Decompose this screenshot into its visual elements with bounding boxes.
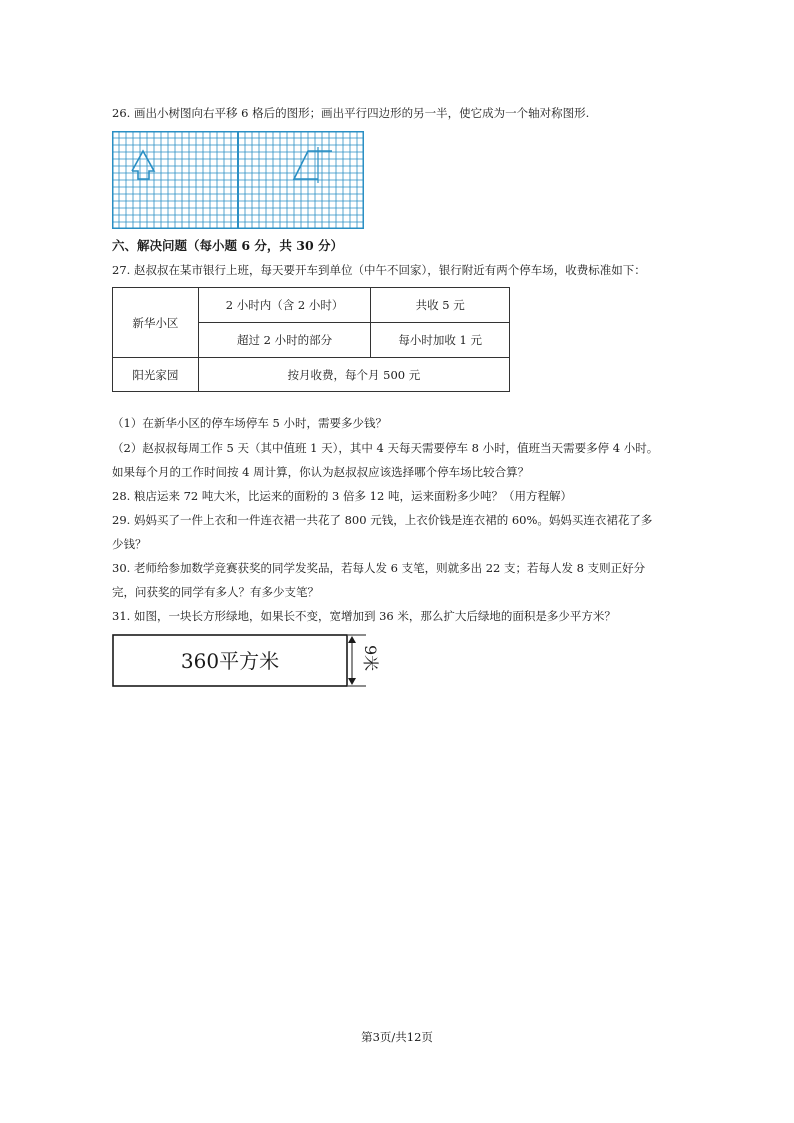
question-30-line1: 30. 老师给参加数学竞赛获奖的同学发奖品，若每人发 6 支笔，则就多出 22 支；若每人发 8 支则正好分 [112, 561, 646, 575]
section-6-title: 六、解决问题（每小题 6 分，共 30 分） [112, 238, 344, 253]
area-label: 360平方米 [180, 649, 280, 673]
lot-xinhua-fee-2: 每小时加收 1 元 [371, 323, 510, 358]
lot-xinhua-time-1: 2 小时内（含 2 小时） [198, 288, 371, 323]
lot-yangguang-name: 阳光家园 [113, 358, 199, 392]
width-label: 9米 [361, 645, 380, 672]
lot-xinhua-name: 新华小区 [113, 288, 199, 358]
question-31-text: 31. 如图，一块长方形绿地，如果长不变，宽增加到 36 米，那么扩大后绿地的面积是多少平方米？ [112, 609, 616, 623]
arrow-up-icon [348, 636, 356, 643]
translation-grid-figure [112, 131, 364, 229]
green-rectangle-figure [112, 634, 392, 690]
lot-xinhua-time-2: 超过 2 小时的部分 [198, 323, 371, 358]
arrow-down-icon [348, 678, 356, 685]
question-27-sub1: （1）在新华小区的停车场停车 5 小时，需要多少钱？ [112, 416, 387, 430]
page-footer: 第3页/共12页 [361, 1030, 433, 1044]
question-27-sub2-line2: 如果每个月的工作时间按 4 周计算，你认为赵叔叔应该选择哪个停车场比较合算？ [112, 465, 530, 479]
question-29-line1: 29. 妈妈买了一件上衣和一件连衣裙一共花了 800 元钱，上衣价钱是连衣裙的 60%。妈妈买连衣裙花了多 [112, 513, 653, 527]
question-30-line2: 完，问获奖的同学有多人？有多少支笔？ [112, 585, 319, 599]
question-27-text: 27. 赵叔叔在某市银行上班，每天要开车到单位（中午不回家），银行附近有两个停车场，收费标准如下： [112, 263, 646, 277]
tree-shape [132, 151, 154, 179]
question-28-text: 28. 粮店运来 72 吨大米，比运来的面粉的 3 倍多 12 吨，运来面粉多少吨？（用方程解） [112, 489, 572, 503]
half-parallelogram-shape [294, 151, 332, 179]
parking-fee-table [112, 287, 510, 392]
lot-xinhua-fee-1: 共收 5 元 [371, 288, 510, 323]
lot-yangguang-fee: 按月收费，每个月 500 元 [198, 358, 509, 392]
question-27-sub2-line1: （2）赵叔叔每周工作 5 天（其中值班 1 天），其中 4 天每天需要停车 8 小时，值班当天需要多停 4 小时。 [112, 441, 659, 455]
question-26-text: 26. 画出小树图向右平移 6 格后的图形；画出平行四边形的另一半，使它成为一个轴对称图形. [112, 106, 590, 120]
question-29-line2: 少钱？ [112, 537, 147, 551]
